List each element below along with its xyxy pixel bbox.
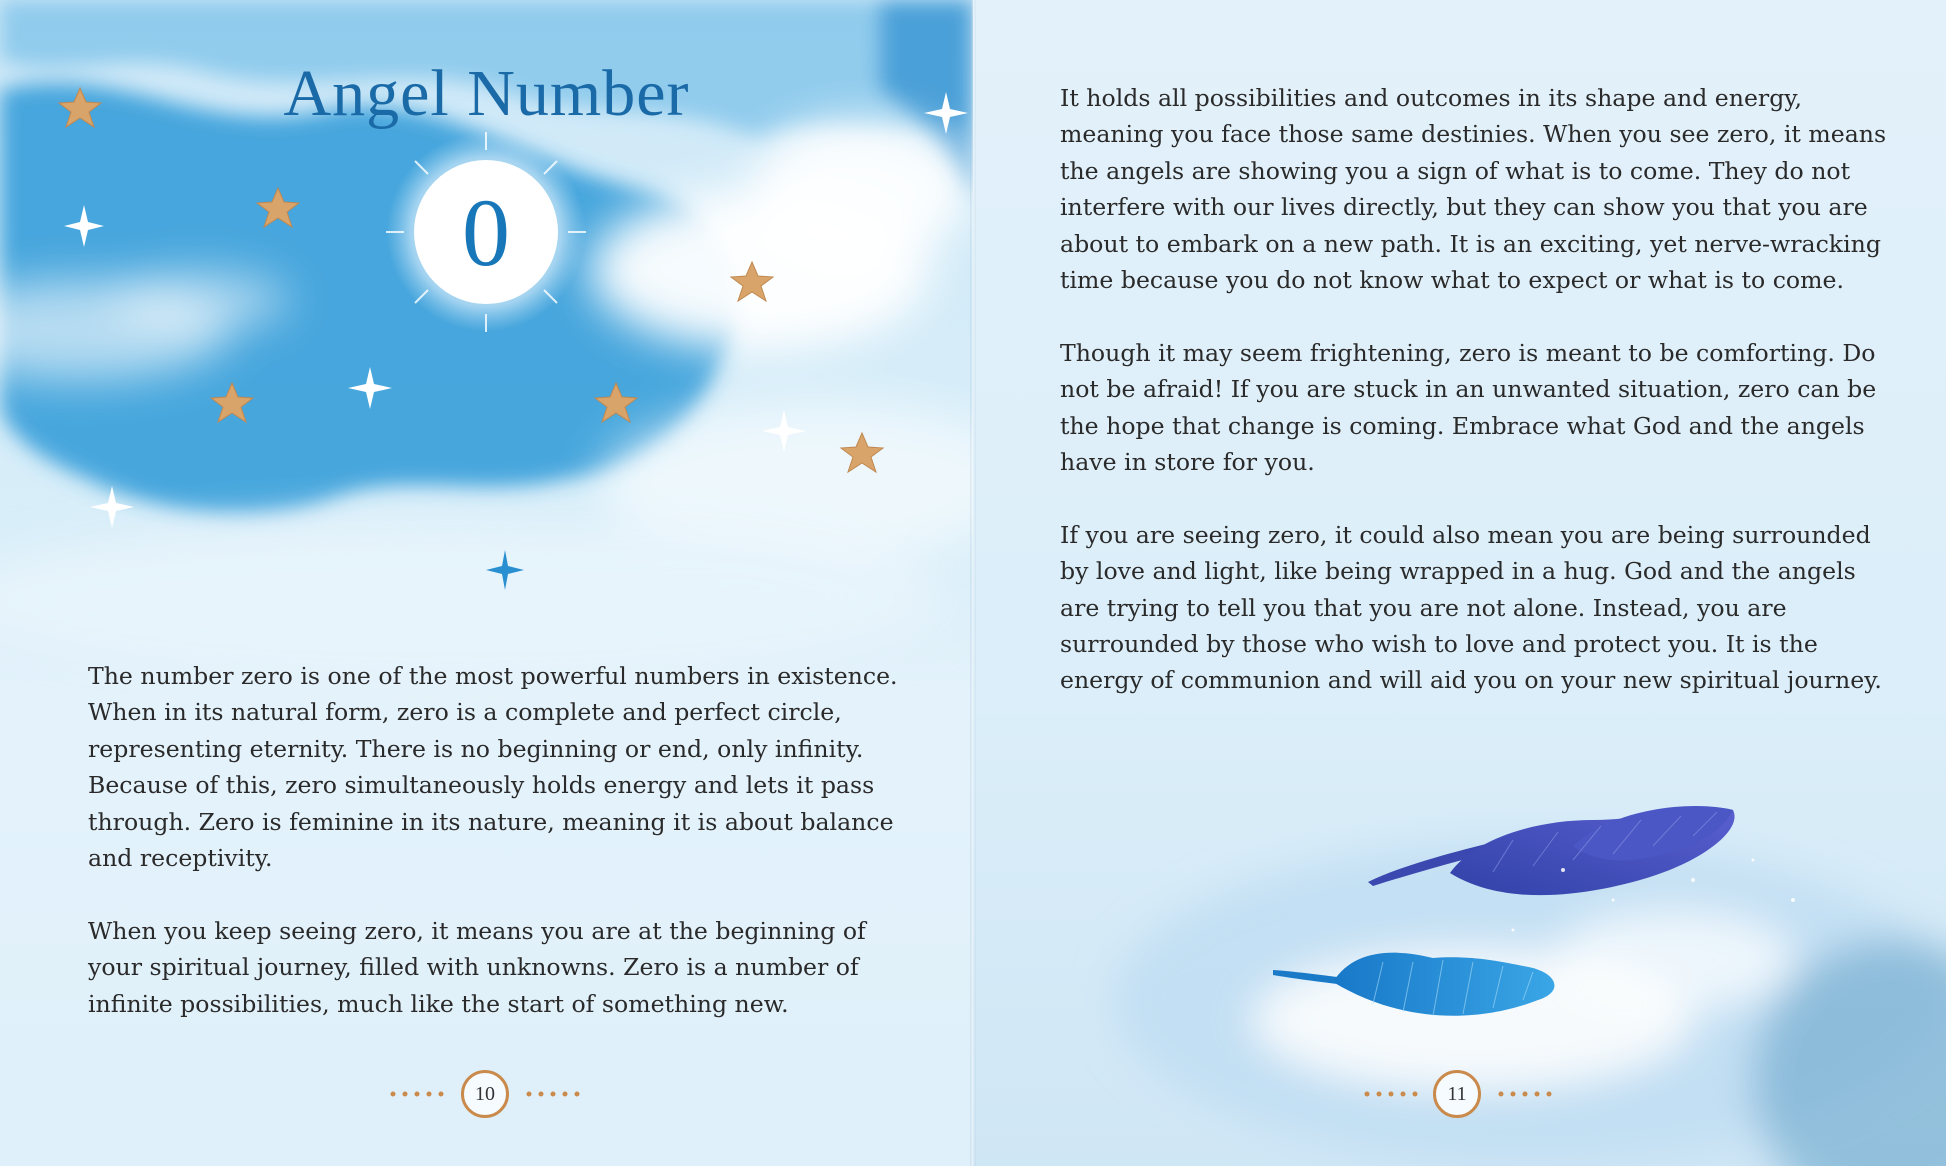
ornament-dots-right [1498, 1091, 1560, 1097]
paragraph: It holds all possibilities and outcomes in its shape and energy, meaning you face those same destinies. When you see zero, it means the angels are showing you a sign of what is to come. They do not interfere with our lives directly, but they can show you that you are about to embark on a new path. It is an exciting, yet nerve-wracking time because you do not know what to expect or what is to come. [1060, 84, 1887, 295]
page-number-badge: 11 [1433, 1070, 1481, 1118]
ornament-dots-left [1364, 1091, 1426, 1097]
right-body-text [1060, 80, 1890, 735]
page-number-badge: 10 [461, 1070, 509, 1118]
paragraph: Though it may seem frightening, zero is meant to be comforting. Do not be afraid! If you are stuck in an unwanted situation, zero can be the hope that change is coming. Embrace what God and the angels have in store for you. [1060, 338, 1877, 477]
book-spine [970, 0, 976, 1166]
ornament-dots-right [526, 1091, 588, 1097]
paragraph: The number zero is one of the most powerful numbers in existence. When in its natural form, zero is a complete and perfect circle, representing eternity. There is no beginning or end, only infinity. Because of this, zero simultaneously holds energy and lets it pass through. Zero is feminine in its nature, meaning it is about balance and receptivity. [88, 662, 898, 873]
ornament-dots-left [390, 1091, 452, 1097]
right-page [973, 0, 1946, 1166]
paragraph: If you are seeing zero, it could also mean you are being surrounded by love and light, like being wrapped in a hug. God and the angels are trying to tell you that you are not alone. Instead, you are surrounded by those who wish to love and protect you. It is the energy of communion and will aid you on your new spiritual journey. [1060, 520, 1882, 695]
left-body-text [88, 658, 908, 1058]
paragraph: When you keep seeing zero, it means you are at the beginning of your spiritual journey, filled with unknowns. Zero is a number of infinite possibilities, much like the start of something new. [88, 916, 866, 1018]
page-title: Angel Number [283, 57, 690, 130]
angel-number-zero: 0 [462, 179, 510, 286]
